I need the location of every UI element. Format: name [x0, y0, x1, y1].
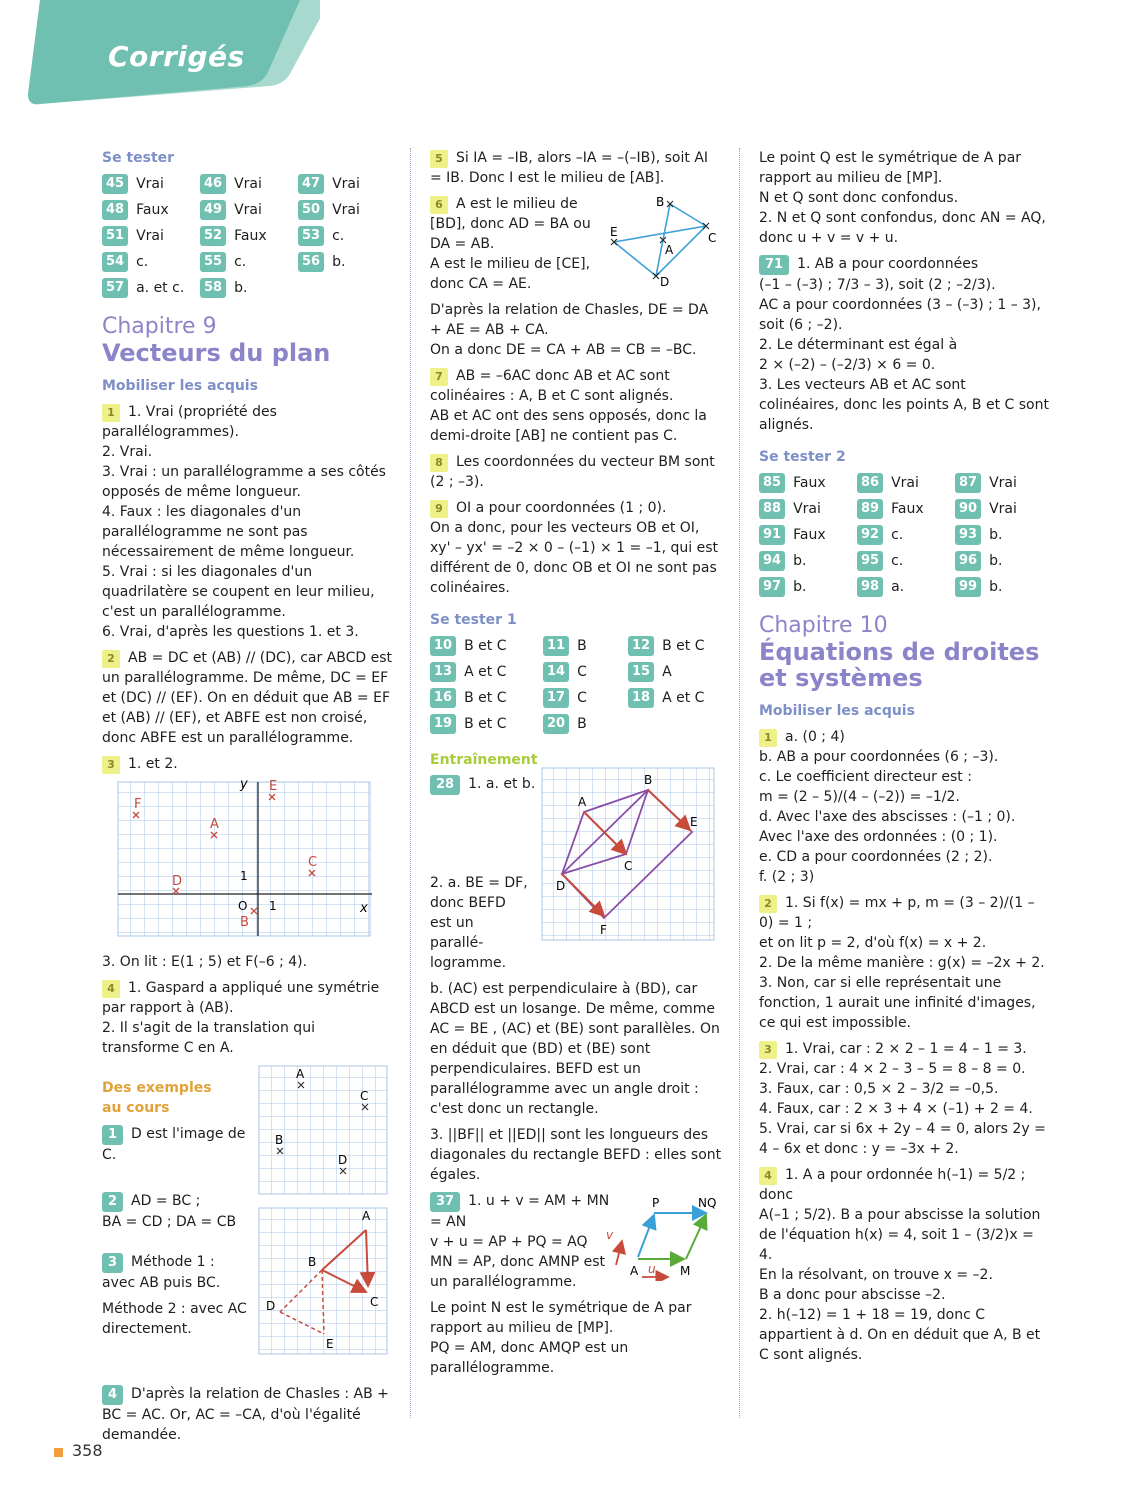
svg-text:D: D: [172, 874, 183, 889]
answer-value: Vrai: [234, 202, 262, 218]
answer-number: 86: [857, 473, 883, 493]
answer-value: Vrai: [989, 501, 1017, 517]
answer-number: 12: [628, 636, 654, 656]
answer-number: 51: [102, 226, 128, 246]
answers-grid: [102, 174, 392, 298]
exercise-1: 1 a. (0 ; 4) b. AB a pour coordonnées (6 ; –3). c. Le coefficient directeur est : m = (2 – 5)/(4 – (–2)) = –1/2. d. Avec l'axe des abscisses : (–1 ; 0). Avec l'axe des ordonnées : (0 ; 1). e. CD a pour coordonnées (2 ; 2). f. (2 ; 3): [759, 729, 1016, 885]
svg-text:D: D: [660, 275, 670, 286]
answer-item: [955, 473, 1053, 493]
svg-text:A: A: [362, 1209, 371, 1223]
page-number: 358: [72, 1441, 103, 1460]
answer-item: [102, 226, 200, 246]
column-2: [430, 148, 722, 1384]
answer-item: [759, 473, 857, 493]
exercise-3: 3 1. Vrai, car : 2 × 2 – 1 = 4 – 1 = 3. 2. Vrai, car : 4 × 2 – 3 – 5 = 8 – 8 = 0. 3. Faux, car : 0,5 × 2 – 3/2 = –0,5. 4. Faux, car : 2 × 3 + 4 × (–1) + 2 = 4. 5. Vrai, car si 6x + 2y – 4 = 0, alors 2y = 4 – 6x et donc : y = –3x + 2.: [759, 1041, 1046, 1157]
answer-value: Faux: [234, 228, 267, 244]
answer-number: 97: [759, 577, 785, 597]
answer-item: [759, 551, 857, 571]
answer-item: [430, 688, 543, 708]
column-3: [759, 148, 1049, 1371]
answer-number: 49: [200, 200, 226, 220]
answer-item: [200, 278, 298, 298]
answer-item: [857, 499, 955, 519]
answer-number: 48: [102, 200, 128, 220]
answer-value: c.: [891, 553, 904, 569]
svg-text:C: C: [360, 1089, 369, 1103]
chapter-title: Équations de droites: [759, 638, 1040, 666]
answer-value: b.: [989, 553, 1003, 569]
svg-text:1: 1: [269, 899, 277, 913]
chapter-title-line-2: et systèmes: [759, 664, 923, 692]
answer-item: [102, 252, 200, 272]
svg-text:E: E: [690, 815, 698, 829]
answer-value: Vrai: [332, 176, 360, 192]
svg-text:P: P: [652, 1196, 660, 1210]
answer-value: b.: [332, 254, 346, 270]
answer-value: Faux: [136, 202, 169, 218]
answer-value: b.: [989, 579, 1003, 595]
exercise-4: 4 1. A a pour ordonnée h(–1) = 5/2 ; donc A(–1 ; 5/2). B a pour abscisse la solution de l'équation h(x) = 4, soit 1 – (3/2)x = 4. En la résolvant, on trouve x = –2. B a donc pour abscisse –2. 2. h(–12) = 1 + 18 = 19, donc C appartient à d. On en déduit que A, B et C sont alignés.: [759, 1167, 1041, 1363]
answer-number: 18: [628, 688, 654, 708]
answer-item: [955, 551, 1053, 571]
answer-number: 88: [759, 499, 785, 519]
answer-value: Vrai: [332, 202, 360, 218]
exercise-number: 8: [430, 454, 448, 472]
answer-value: c.: [332, 228, 345, 244]
exercise-number: 3: [102, 756, 120, 774]
answer-item: [628, 636, 718, 656]
answer-value: B: [577, 716, 587, 732]
section-title: Se tester: [102, 150, 175, 166]
answer-value: b.: [793, 579, 807, 595]
answer-number: 93: [955, 525, 981, 545]
answers-grid: [759, 473, 1049, 597]
answer-number: 46: [200, 174, 226, 194]
answer-item: [200, 226, 298, 246]
answer-number: 92: [857, 525, 883, 545]
svg-text:O: O: [238, 899, 248, 913]
answer-item: [543, 688, 628, 708]
exercise-28: A B C D E F 28 1. a. et b. 2. a. BE = DF, donc BEFD est un parallé-logramme. b. (AC) est perpendiculaire à (BD), car ABCD est un losange. De même, comme AC = BE , (AC) et (BE) sont parallèles. On en déduit que (BD) et (BE) sont perpendiculaires. BEFD est un parallélogramme avec un angle droit : c'est donc un rectangle. 3. ||BF|| et ||ED|| sont les longueurs des diagonales du rectangle BEFD : elles sont égales.: [430, 774, 722, 1185]
answer-item: [298, 200, 396, 220]
exercise-37-continued: Le point Q est le symétrique de A par rapport au milieu de [MP]. N et Q sont donc confondus. 2. N et Q sont confondus, donc AN = AQ, donc u + v = v + u.: [759, 150, 1046, 246]
figure-28: [540, 766, 716, 942]
svg-text:C: C: [370, 1295, 379, 1309]
answer-value: Faux: [793, 527, 826, 543]
exercise-5: 5 Si IA = –IB, alors –IA = –(–IB), soit AI = IB. Donc I est le milieu de [AB].: [430, 150, 709, 186]
answer-number: 14: [543, 662, 569, 682]
answer-value: Vrai: [891, 475, 919, 491]
svg-text:B: B: [240, 915, 249, 930]
y-label: y: [240, 778, 248, 792]
answer-value: Faux: [891, 501, 924, 517]
svg-text:A: A: [665, 243, 674, 257]
answers-grid: [430, 636, 722, 734]
answer-value: a.: [891, 579, 905, 595]
exercise-number: 4: [759, 1167, 777, 1185]
answer-item: [298, 174, 396, 194]
coordinate-grid-figure: [102, 778, 392, 946]
svg-text:C: C: [308, 855, 318, 870]
answer-item: [628, 662, 718, 682]
answer-item: [102, 174, 200, 194]
answer-item: [430, 662, 543, 682]
exercise-37: P NQ A M v u 37 1. u + v = AM + MN = AN v + u = AP + PQ = AQ MN = AP, donc AMNP est un parallélogramme. Le point N est le symétrique de A par rapport au milieu de [MP]. PQ = AM, donc AMQP est un parallélogramme.: [430, 1191, 722, 1378]
svg-text:C: C: [624, 859, 633, 873]
answer-item: [543, 714, 628, 734]
answer-item: [200, 200, 298, 220]
svg-text:B: B: [644, 773, 653, 787]
section-title: Mobiliser les acquis: [102, 378, 258, 394]
svg-text:M: M: [680, 1264, 691, 1278]
answer-value: B et C: [464, 638, 507, 654]
answer-number: 54: [102, 252, 128, 272]
svg-text:A: A: [630, 1264, 639, 1278]
header-title: Corrigés: [108, 40, 245, 73]
answer-number: 96: [955, 551, 981, 571]
answer-value: c.: [234, 254, 247, 270]
answer-value: B et C: [464, 716, 507, 732]
chapter-kicker: Chapitre 9: [102, 314, 217, 339]
column-separator: [410, 148, 411, 1418]
answer-number: 57: [102, 278, 128, 298]
answer-number: 15: [628, 662, 654, 682]
answer-item: [102, 200, 200, 220]
answer-item: [200, 174, 298, 194]
exercise-number: 2: [102, 650, 120, 668]
answer-item: [298, 252, 396, 272]
svg-text:E: E: [269, 779, 278, 794]
answer-value: b.: [793, 553, 807, 569]
exercise-number: 6: [430, 196, 448, 214]
answer-number: 47: [298, 174, 324, 194]
answer-value: Vrai: [136, 228, 164, 244]
answer-value: Vrai: [136, 176, 164, 192]
answer-number: 10: [430, 636, 456, 656]
answer-item: [955, 499, 1053, 519]
exercise-number: 1: [759, 729, 777, 747]
section-title: Mobiliser les acquis: [759, 703, 915, 719]
svg-text:D: D: [556, 879, 566, 893]
exemples-block: Des exemples au cours 1 D est l'image de C. 2 AD = BC ; BA = CD ; DA = CB 3 Méthode 1 : avec AB puis BC. Méthode 2 : avec AC directement. A C B D A B C D E: [102, 1064, 392, 1424]
answer-number: 94: [759, 551, 785, 571]
chapter-kicker: Chapitre 10: [759, 613, 888, 638]
svg-text:A: A: [296, 1067, 305, 1081]
answer-number: 13: [430, 662, 456, 682]
svg-text:B: B: [275, 1133, 284, 1147]
svg-text:E: E: [610, 225, 618, 239]
svg-text:D: D: [266, 1299, 276, 1313]
exercise-3: 3 1. et 2.: [102, 754, 392, 774]
answer-number: 95: [857, 551, 883, 571]
points-grid-figure: [258, 1064, 388, 1196]
answer-item: [857, 551, 955, 571]
answer-value: B et C: [662, 638, 705, 654]
answer-number: 99: [955, 577, 981, 597]
answer-item: [430, 636, 543, 656]
answer-value: C: [577, 690, 587, 706]
exemple-4: 4 D'après la relation de Chasles : AB + BC = AC. Or, AC = –CA, d'où l'égalité demandée.: [102, 1386, 389, 1443]
answer-value: B et C: [464, 690, 507, 706]
section-title: Se tester 1: [430, 612, 517, 628]
answer-item: [857, 525, 955, 545]
answer-value: a. et c.: [136, 280, 185, 296]
svg-text:D: D: [338, 1153, 348, 1167]
answer-item: [857, 473, 955, 493]
answer-value: Vrai: [989, 475, 1017, 491]
exercise-7: 7 AB = –6AC donc AB et AC sont colinéaires : A, B et C sont alignés. AB et AC ont des sens opposés, donc la demi-droite [AB] ne contient pas C.: [430, 368, 707, 444]
section-title: Entraînement: [430, 752, 538, 768]
answer-number: 58: [200, 278, 226, 298]
svg-text:B: B: [656, 195, 665, 209]
svg-text:v: v: [606, 1228, 614, 1242]
exercise-number: 3: [759, 1041, 777, 1059]
column-1: [102, 148, 392, 1451]
answer-item: [430, 714, 543, 734]
exercise-1: 1 1. Vrai (propriété des parallélogrammes). 2. Vrai. 3. Vrai : un parallélogramme a ses côtés opposés de même longueur. 4. Faux : les diagonales d'un parallélogramme ne sont pas nécessairement de même longueur. 5. Vrai : si les diagonales d'un quadrilatère se coupent en leur milieu, c'est un parallélogramme. 6. Vrai, d'après les questions 1. et 3.: [102, 404, 386, 640]
answer-item: [298, 226, 396, 246]
chapter-title: Vecteurs du plan: [102, 339, 331, 367]
answer-number: 98: [857, 577, 883, 597]
answer-value: A et C: [662, 690, 705, 706]
exercise-6: B C E A D 6 A est le milieu de [BD], donc AD = BA ou DA = AB. A est le milieu de [CE], donc CA = AE. D'après la relation de Chasles, DE = DA + AE = AB + CA. On a donc DE = CA + AB = CB = –BC.: [430, 194, 722, 360]
exercise-number: 9: [430, 500, 448, 518]
svg-text:E: E: [326, 1337, 334, 1351]
answer-item: [200, 252, 298, 272]
answer-number: 20: [543, 714, 569, 734]
svg-text:A: A: [578, 795, 587, 809]
page-marker: [54, 1448, 63, 1457]
svg-text:F: F: [134, 797, 142, 812]
section-title: Se tester 2: [759, 449, 846, 465]
answer-number: 19: [430, 714, 456, 734]
answer-value: b.: [234, 280, 248, 296]
answer-number: 53: [298, 226, 324, 246]
exercise-3-answer: 3. On lit : E(1 ; 5) et F(–6 ; 4).: [102, 954, 308, 970]
exercise-number: 7: [430, 368, 448, 386]
answer-value: Vrai: [234, 176, 262, 192]
answer-number: 56: [298, 252, 324, 272]
answer-number: 45: [102, 174, 128, 194]
column-separator: [739, 148, 740, 1418]
x-label: x: [360, 901, 368, 916]
answer-value: c.: [136, 254, 149, 270]
svg-text:1: 1: [240, 869, 248, 883]
answer-number: 11: [543, 636, 569, 656]
svg-text:C: C: [708, 231, 717, 245]
answer-number: 17: [543, 688, 569, 708]
exercise-4: 4 1. Gaspard a appliqué une symétrie par rapport à (AB). 2. Il s'agit de la translation qui transforme C en A.: [102, 980, 380, 1056]
exercise-9: 9 OI a pour coordonnées (1 ; 0). On a donc, pour les vecteurs OB et OI, xy' – yx' = –2 × 0 – (–1) × 1 = –1, qui est différent de 0, donc OB et OI ne sont pas colinéaires.: [430, 500, 719, 596]
answer-number: 50: [298, 200, 324, 220]
answer-item: [955, 525, 1053, 545]
answer-value: A: [662, 664, 672, 680]
svg-text:u: u: [648, 1262, 656, 1276]
svg-text:A: A: [210, 817, 219, 832]
svg-text:B: B: [308, 1255, 317, 1269]
answer-item: [628, 688, 718, 708]
exercise-2: 2 1. Si f(x) = mx + p, m = (3 – 2)/(1 – 0) = 1 ; et on lit p = 2, d'où f(x) = x + 2. 2. De la même manière : g(x) = –2x + 2. 3. Non, car si elle représentait une fonction, 1 aurait une infinité d'images, ce qui est impossible.: [759, 895, 1045, 1031]
answer-value: b.: [989, 527, 1003, 543]
answer-item: [857, 577, 955, 597]
figure-6: [610, 194, 722, 286]
answer-value: A et C: [464, 664, 507, 680]
answer-number: 90: [955, 499, 981, 519]
answer-number: 91: [759, 525, 785, 545]
answer-number: 52: [200, 226, 226, 246]
answer-number: 89: [857, 499, 883, 519]
answer-item: [543, 662, 628, 682]
answer-number: 55: [200, 252, 226, 272]
answer-item: [759, 577, 857, 597]
vectors-grid-figure: [258, 1206, 388, 1356]
exercise-number: 4: [102, 980, 120, 998]
answer-number: 85: [759, 473, 785, 493]
answer-item: [759, 525, 857, 545]
answer-value: c.: [891, 527, 904, 543]
answer-item: [543, 636, 628, 656]
answer-number: 87: [955, 473, 981, 493]
exercise-2: 2 AB = DC et (AB) // (DC), car ABCD est un parallélogramme. De même, DC = EF et (DC) // (EF). On en déduit que AB = EF et (AB) // (EF), et ABFE est non croisé, donc ABFE est un parallélogramme.: [102, 650, 393, 746]
exercise-8: 8 Les coordonnées du vecteur BM sont (2 ; –3).: [430, 454, 715, 490]
answer-value: C: [577, 664, 587, 680]
exercise-71: 71 1. AB a pour coordonnées (–1 – (–3) ; 7/3 – 3), soit (2 ; –2/3). AC a pour coordonnées (3 – (–3) ; 1 – 3), soit (6 ; –2). 2. Le déterminant est égal à 2 × (–2) – (–2/3) × 6 = 0. 3. Les vecteurs AB et AC sont colinéaires, donc les points A, B et C sont alignés.: [759, 256, 1049, 433]
svg-text:F: F: [600, 923, 607, 937]
answer-item: [955, 577, 1053, 597]
exercise-number: 5: [430, 150, 448, 168]
answer-value: B: [577, 638, 587, 654]
figure-37: [602, 1195, 722, 1281]
answer-value: Vrai: [793, 501, 821, 517]
answer-value: Faux: [793, 475, 826, 491]
answer-number: 16: [430, 688, 456, 708]
exercise-number: 2: [759, 895, 777, 913]
answer-item: [759, 499, 857, 519]
exercise-number: 1: [102, 404, 120, 422]
svg-text:NQ: NQ: [698, 1196, 717, 1210]
answer-item: [102, 278, 200, 298]
